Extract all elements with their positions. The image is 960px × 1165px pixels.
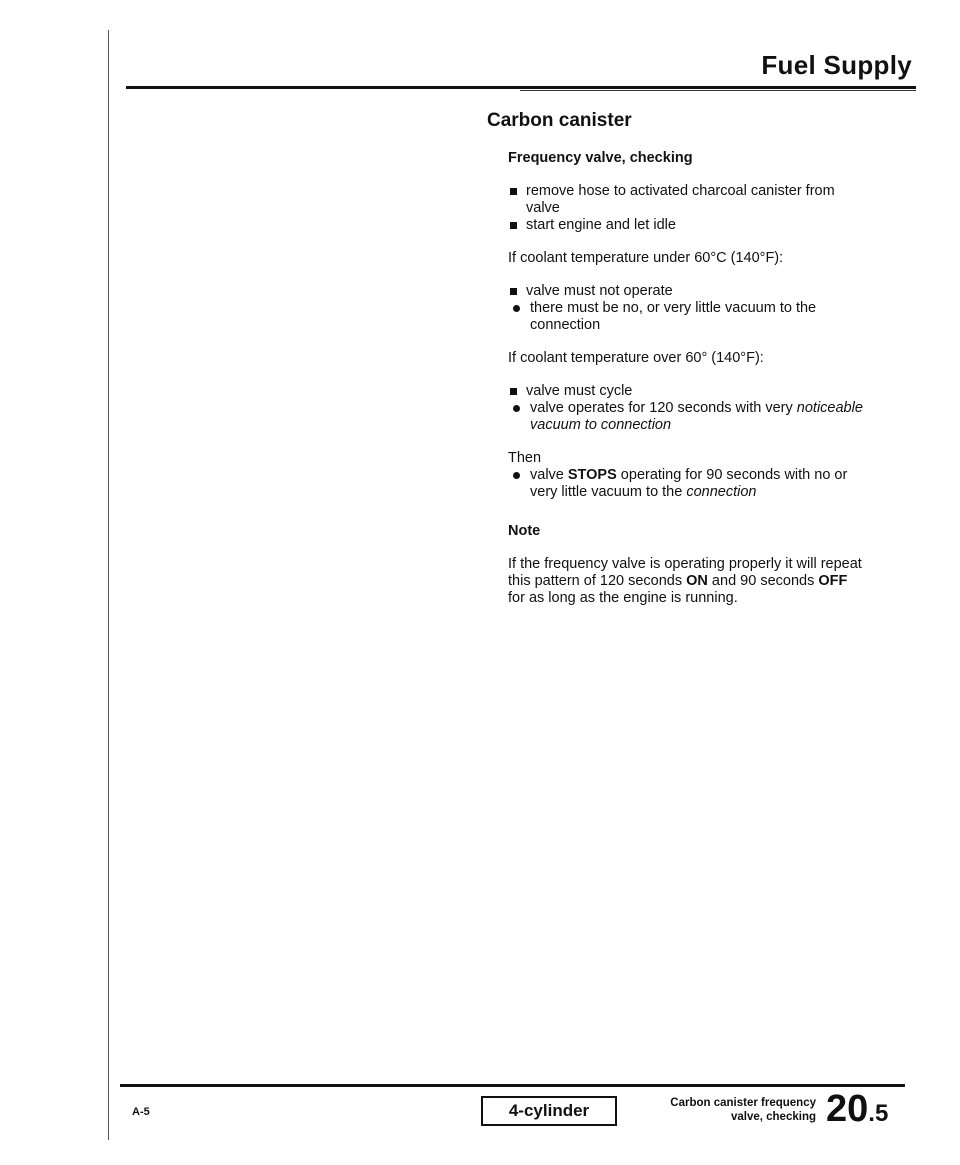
margin-line bbox=[108, 30, 109, 1140]
footer-page-ref: A-5 bbox=[132, 1106, 150, 1118]
then-subitem bbox=[508, 467, 868, 501]
then-label: Then bbox=[508, 450, 542, 466]
header-rule bbox=[126, 86, 916, 89]
condition-text: If coolant temperature over 60° (140°F): bbox=[508, 350, 764, 366]
condition-text: If coolant temperature under 60°C (140°F): bbox=[508, 250, 784, 266]
footer-caption-line: valve, checking bbox=[730, 1111, 816, 1123]
footer-caption bbox=[636, 1096, 816, 1124]
engine-variant-box: 4-cylinder bbox=[481, 1096, 617, 1126]
condition-item: valve must cycle bbox=[508, 383, 868, 400]
condition-subitem bbox=[508, 400, 868, 434]
step-item: start engine and let idle bbox=[508, 217, 868, 234]
note-off: OFF bbox=[818, 573, 848, 589]
then-emphasis: STOPS bbox=[567, 467, 617, 483]
section-number-main: 20 bbox=[826, 1088, 869, 1130]
note-on: ON bbox=[686, 573, 708, 589]
note-text bbox=[508, 556, 868, 607]
section-title: Carbon canister bbox=[487, 110, 632, 131]
then-text-italic: connection bbox=[686, 484, 757, 500]
subitem-text-italic: noticeable vacuum to connection bbox=[530, 400, 863, 433]
procedure-content bbox=[508, 150, 868, 607]
then-text: valve bbox=[530, 467, 568, 483]
then-text: operating for 90 seconds with no or very little vacuum to the bbox=[530, 467, 848, 500]
footer-caption-line: Carbon canister frequency bbox=[670, 1097, 816, 1109]
note-label: Note bbox=[508, 523, 541, 539]
note-text-part: If the frequency valve is operating properly it will repeat this pattern of 120 seconds bbox=[508, 556, 862, 589]
header-rule-thin bbox=[520, 90, 916, 91]
page-header-title: Fuel Supply bbox=[761, 50, 912, 80]
subheading: Frequency valve, checking bbox=[508, 150, 693, 166]
section-number bbox=[826, 1088, 888, 1131]
note-text-part: and 90 seconds bbox=[707, 573, 819, 589]
subitem-text: valve operates for 120 seconds with very bbox=[530, 400, 797, 416]
note-text-part: for as long as the engine is running. bbox=[508, 590, 738, 606]
footer-rule bbox=[120, 1084, 905, 1087]
section-number-sub: .5 bbox=[868, 1100, 889, 1127]
condition-subitem: there must be no, or very little vacuum to the connection bbox=[508, 300, 868, 334]
condition-item: valve must not operate bbox=[508, 283, 868, 300]
step-item: remove hose to activated charcoal canister from valve bbox=[508, 183, 868, 217]
